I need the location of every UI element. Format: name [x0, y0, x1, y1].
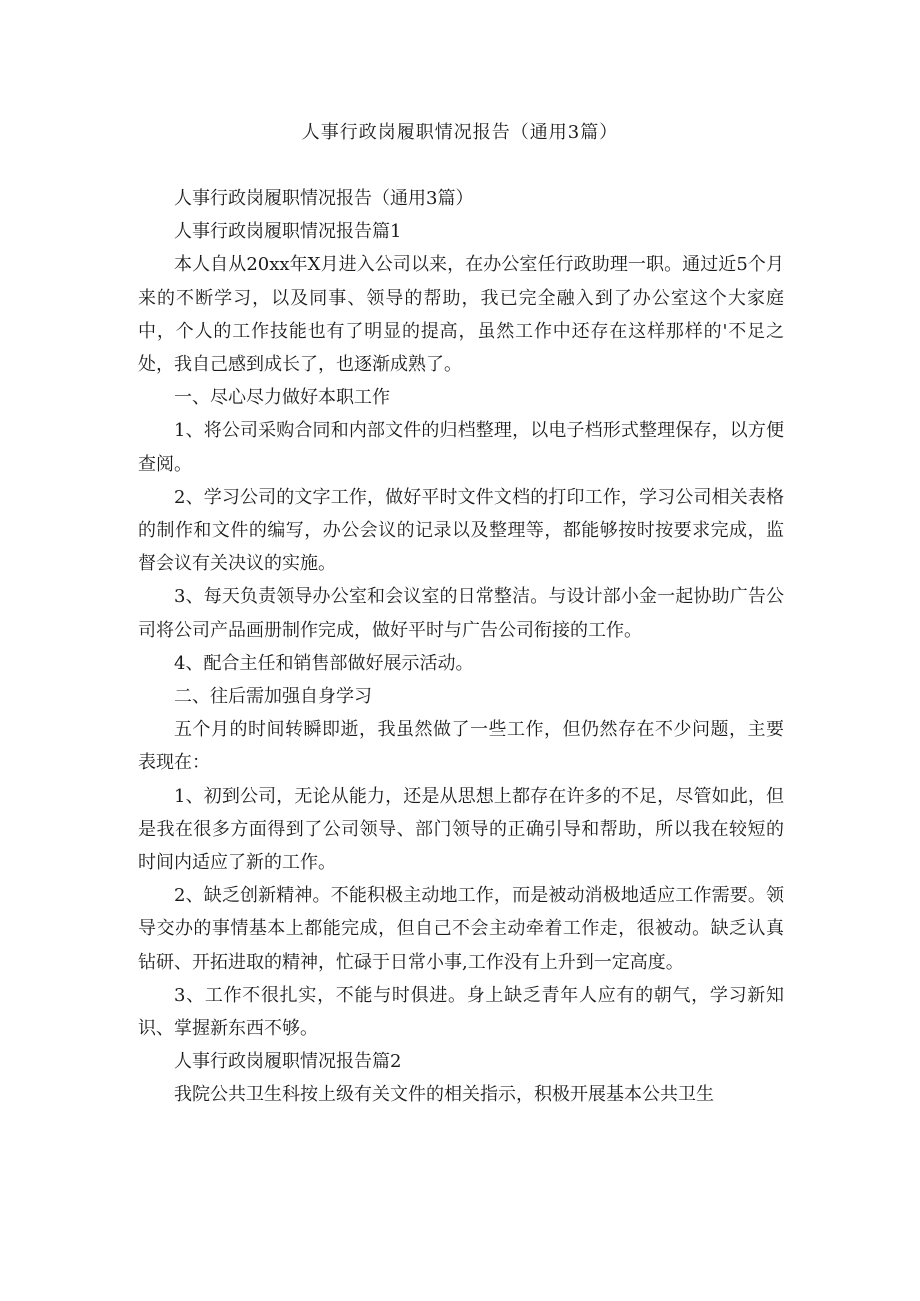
- section-heading-1: 人事行政岗履职情况报告篇1: [174, 221, 402, 243]
- document-title: 人事行政岗履职情况报告（通用3篇）: [301, 122, 619, 143]
- body-paragraph: 本人自从20xx年X月进入公司以来，在办公室任行政助理一职。通过近5个月来的不断学习，以及同事、领导的帮助，我已完全融入到了办公室这个大家庭中，个人的工作技能也有了明显的提高，虽然工作中还存在这样那样的'不足之处，我自己感到成长了，也逐渐成熟了。: [138, 254, 784, 376]
- body-paragraph: 我院公共卫生科按上级有关文件的相关指示，积极开展基本公共卫生: [174, 1084, 714, 1106]
- list-item: 2、学习公司的文字工作，做好平时文件文档的打印工作，学习公司相关表格的制作和文件的编写，办公会议的记录以及整理等，都能够按时按要求完成，监督会议有关决议的实施。: [138, 486, 784, 575]
- subtitle-paragraph: 人事行政岗履职情况报告（通用3篇）: [174, 188, 474, 209]
- list-item: 1、将公司采购合同和内部文件的归档整理，以电子档形式整理保存，以方便查阅。: [138, 420, 784, 475]
- list-item: 3、每天负责领导办公室和会议室的日常整洁。与设计部小金一起协助广告公司将公司产品画册制作完成，做好平时与广告公司衔接的工作。: [138, 586, 784, 641]
- list-item: 2、缺乏创新精神。不能积极主动地工作，而是被动消极地适应工作需要。领导交办的事情基本上都能完成，但自己不会主动牵着工作走，很被动。缺乏认真钻研、开拓进取的精神，忙碌于日常小事,工作没有上升到一定高度。: [138, 885, 784, 973]
- subsection-heading: 二、往后需加强自身学习: [174, 686, 372, 708]
- section-heading-2: 人事行政岗履职情况报告篇2: [174, 1051, 402, 1073]
- list-item: 4、配合主任和销售部做好展示活动。: [174, 652, 474, 674]
- list-item: 3、工作不很扎实，不能与时俱进。身上缺乏青年人应有的朝气，学习新知识、掌握新东西不够。: [138, 984, 784, 1040]
- document-body: [138, 182, 784, 1112]
- list-item: 1、初到公司，无论从能力，还是从思想上都存在许多的不足，尽管如此，但是我在很多方面得到了公司领导、部门领导的正确引导和帮助，所以我在较短的时间内适应了新的工作。: [138, 785, 784, 874]
- body-paragraph: 五个月的时间转瞬即逝，我虽然做了一些工作，但仍然存在不少问题，主要表现在：: [138, 719, 784, 774]
- subsection-heading: 一、尽心尽力做好本职工作: [174, 387, 390, 409]
